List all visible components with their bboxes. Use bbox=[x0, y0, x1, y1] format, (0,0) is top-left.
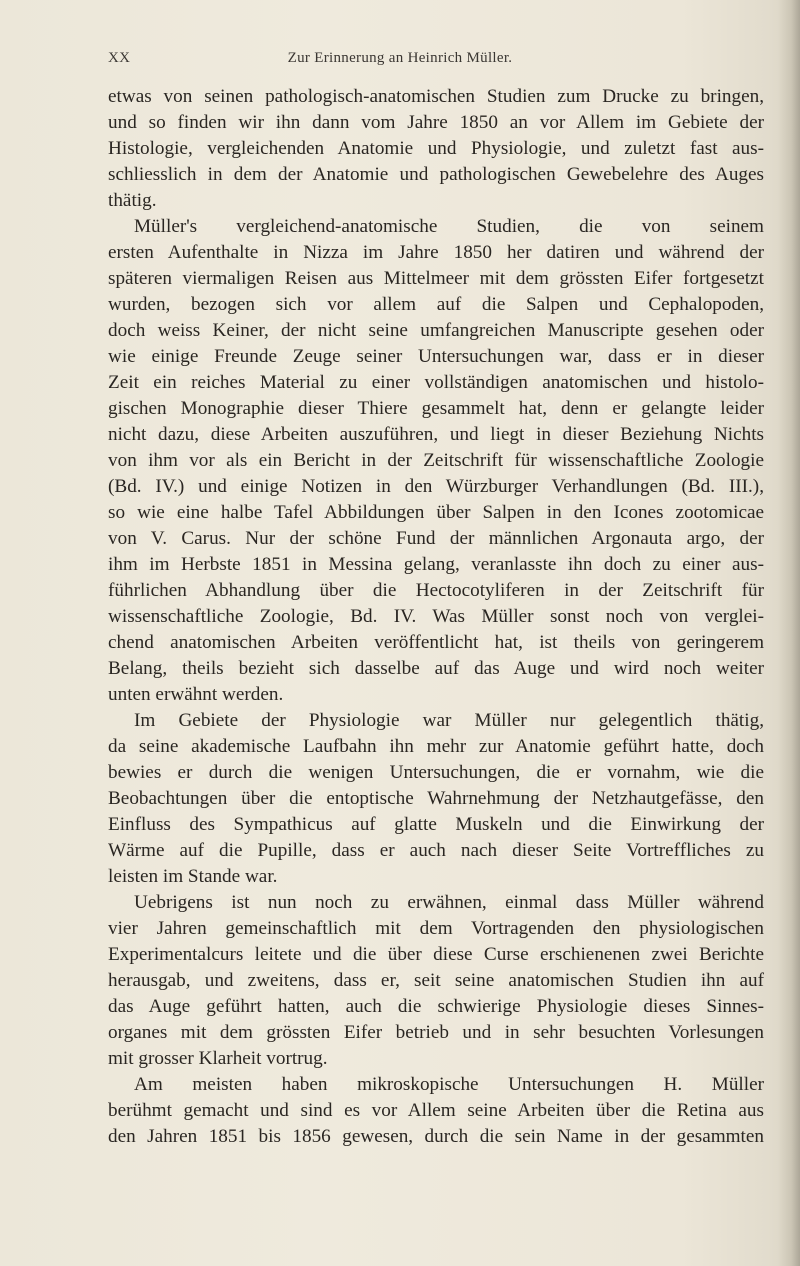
running-title: Zur Erinnerung an Heinrich Müller. bbox=[287, 50, 513, 66]
text-line: von V. Carus. Nur der schöne Fund der männlichen Argonauta argo, der bbox=[108, 528, 764, 549]
text-line: doch weiss Keiner, der nicht seine umfangreichen Manuscripte gesehen oder bbox=[108, 320, 764, 341]
text-line: das Auge geführt hatten, auch die schwierige Physiologie dieses Sinnes- bbox=[108, 996, 764, 1017]
text-line: späteren viermaligen Reisen aus Mittelmeer mit dem grössten Eifer fortgesetzt bbox=[108, 268, 764, 289]
text-line: chend anatomischen Arbeiten veröffentlicht hat, ist theils von geringerem bbox=[108, 632, 764, 653]
text-line: wissenschaftliche Zoologie, Bd. IV. Was Müller sonst noch von verglei- bbox=[108, 606, 764, 627]
text-line: wurden, bezogen sich vor allem auf die Salpen und Cephalopoden, bbox=[108, 294, 764, 315]
text-line: Histologie, vergleichenden Anatomie und Physiologie, und zuletzt fast aus- bbox=[108, 138, 764, 159]
text-line: bewies er durch die wenigen Untersuchungen, die er vornahm, wie die bbox=[108, 762, 764, 783]
text-line: unten erwähnt werden. bbox=[108, 684, 284, 705]
text-line: wie einige Freunde Zeuge seiner Untersuchungen war, dass er in dieser bbox=[108, 346, 764, 367]
text-line: Belang, theils bezieht sich dasselbe auf das Auge und wird noch weiter bbox=[108, 658, 764, 679]
text-line: ihm im Herbste 1851 in Messina gelang, veranlasste ihn doch zu einer aus- bbox=[108, 554, 764, 575]
text-line: (Bd. IV.) und einige Notizen in den Würzburger Verhandlungen (Bd. III.), bbox=[108, 476, 764, 497]
text-line: herausgab, und zweitens, dass er, seit seine anatomischen Studien ihn auf bbox=[108, 970, 764, 991]
page-edge-shadow bbox=[778, 0, 800, 1266]
text-line: nicht dazu, diese Arbeiten auszuführen, und liegt in dieser Beziehung Nichts bbox=[108, 424, 764, 445]
text-line: und so finden wir ihn dann vom Jahre 1850 an vor Allem im Gebiete der bbox=[108, 112, 764, 133]
text-line: Beobachtungen über die entoptische Wahrnehmung der Netzhautgefässe, den bbox=[108, 788, 764, 809]
text-line: ersten Aufenthalte in Nizza im Jahre 1850 her datiren und während der bbox=[108, 242, 764, 263]
text-line: den Jahren 1851 bis 1856 gewesen, durch die sein Name in der gesammten bbox=[108, 1126, 764, 1147]
text-line: Im Gebiete der Physiologie war Müller nur gelegentlich thätig, bbox=[134, 710, 764, 731]
text-line: Uebrigens ist nun noch zu erwähnen, einmal dass Müller während bbox=[134, 892, 764, 913]
text-line: so wie eine halbe Tafel Abbildungen über Salpen in den Icones zootomicae bbox=[108, 502, 764, 523]
text-line: Wärme auf die Pupille, dass er auch nach dieser Seite Vortreffliches zu bbox=[108, 840, 764, 861]
text-line: thätig. bbox=[108, 190, 157, 211]
text-line: Experimentalcurs leitete und die über diese Curse erschienenen zwei Berichte bbox=[108, 944, 764, 965]
text-line: etwas von seinen pathologisch-anatomischen Studien zum Drucke zu bringen, bbox=[108, 86, 764, 107]
text-line: Einfluss des Sympathicus auf glatte Muskeln und die Einwirkung der bbox=[108, 814, 764, 835]
text-line: mit grosser Klarheit vortrug. bbox=[108, 1048, 328, 1069]
text-line: berühmt gemacht und sind es vor Allem seine Arbeiten über die Retina aus bbox=[108, 1100, 764, 1121]
text-line: Am meisten haben mikroskopische Untersuchungen H. Müller bbox=[134, 1074, 764, 1095]
text-line: von ihm vor als ein Bericht in der Zeitschrift für wissenschaftliche Zoologie bbox=[108, 450, 764, 471]
text-line: vier Jahren gemeinschaftlich mit dem Vortragenden den physiologischen bbox=[108, 918, 764, 939]
text-line: organes mit dem grössten Eifer betrieb und in sehr besuchten Vorlesungen bbox=[108, 1022, 764, 1043]
text-line: schliesslich in dem der Anatomie und pathologischen Gewebelehre des Auges bbox=[108, 164, 764, 185]
text-line: Müller's vergleichend-anatomische Studien, die von seinem bbox=[134, 216, 764, 237]
body-text bbox=[108, 84, 764, 1150]
text-line: führlichen Abhandlung über die Hectocotyliferen in der Zeitschrift für bbox=[108, 580, 764, 601]
page-number: XX bbox=[108, 50, 131, 66]
text-line: Zeit ein reiches Material zu einer vollständigen anatomischen und histolo- bbox=[108, 372, 764, 393]
running-head bbox=[0, 50, 800, 70]
text-line: da seine akademische Laufbahn ihn mehr zur Anatomie geführt hatte, doch bbox=[108, 736, 764, 757]
text-line: gischen Monographie dieser Thiere gesammelt hat, denn er gelangte leider bbox=[108, 398, 764, 419]
text-line: leisten im Stande war. bbox=[108, 866, 278, 887]
